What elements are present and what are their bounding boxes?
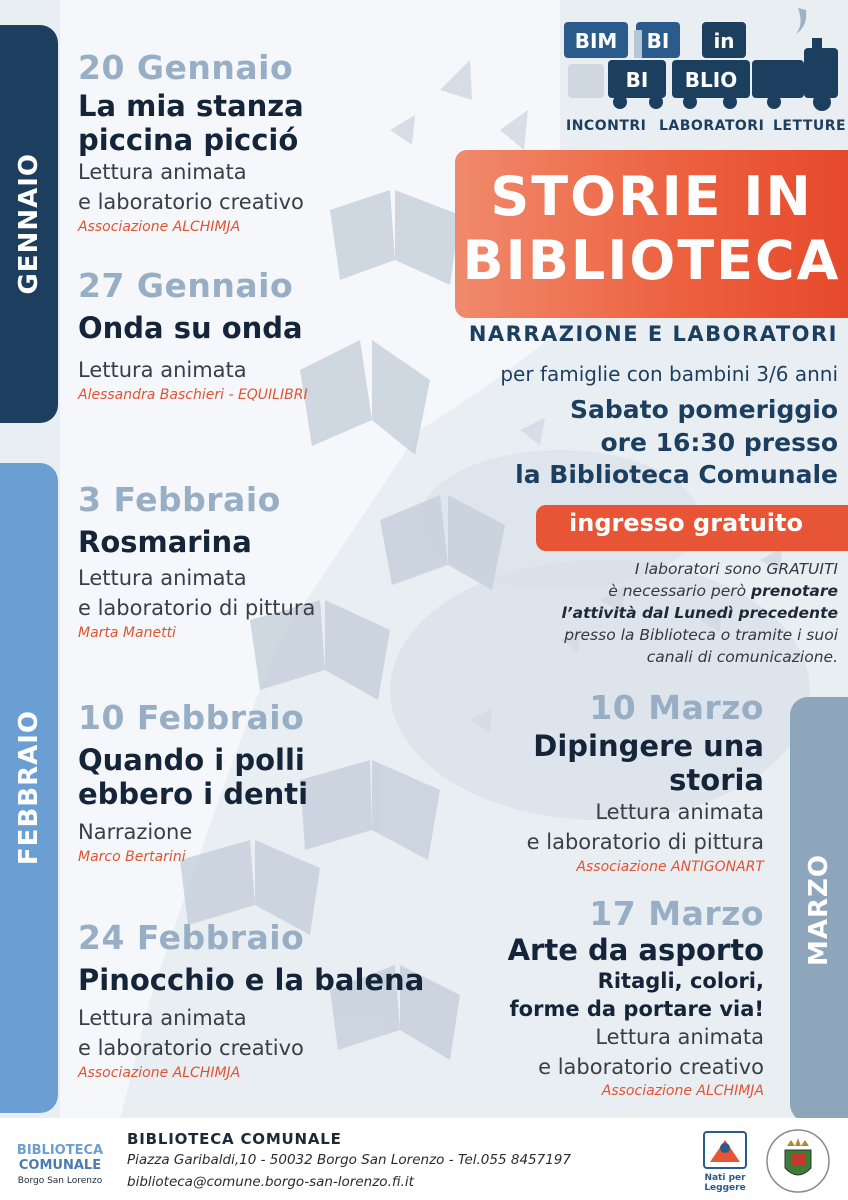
event-description: Lettura animata [78, 1006, 247, 1031]
event-tagline: Ritagli, colori, [597, 969, 764, 994]
schedule-block [515, 394, 838, 492]
event-10-febbraio [78, 700, 308, 868]
event-description: Lettura animata [595, 1024, 764, 1049]
logo-word-bi-2: BI [625, 68, 649, 92]
event-3-febbraio [78, 482, 315, 643]
event-description-line2: e laboratorio di pittura [526, 829, 764, 854]
svg-text:Nati per: Nati per [704, 1173, 746, 1183]
event-17-marzo [508, 896, 764, 1102]
municipal-crest-icon [765, 1128, 831, 1194]
event-description: Lettura animata [78, 566, 247, 591]
schedule-line-1: Sabato pomeriggio [570, 395, 838, 424]
event-date: 20 Gennaio [78, 48, 294, 87]
note-line-2-text: è necessario però [608, 582, 752, 600]
event-organizer: Marco Bertarini [78, 848, 186, 865]
event-date: 24 Febbraio [78, 918, 305, 957]
free-entry-label: ingresso gratuito [569, 509, 803, 537]
logo-text-1: BIBLIOTECA [16, 1143, 104, 1158]
event-title: Onda su onda [78, 311, 303, 346]
event-title: Quando i polli [78, 743, 305, 778]
event-organizer: Associazione ALCHIMJA [78, 218, 241, 235]
logo-word-bim: BIM [574, 29, 618, 53]
event-description-line2: e laboratorio creativo [78, 189, 304, 214]
event-24-febbraio [78, 920, 424, 1083]
event-20-gennaio [78, 50, 304, 237]
event-27-gennaio [78, 268, 308, 406]
logo-text-2: COMUNALE [18, 1158, 102, 1173]
library-email: biblioteca@comune.borgo-san-lorenzo.fi.it [127, 1174, 414, 1190]
month-label: FEBBRAIO [14, 710, 44, 866]
event-organizer: Associazione ALCHIMJA [601, 1083, 764, 1100]
event-description-line2: e laboratorio creativo [538, 1054, 764, 1079]
event-organizer: Marta Manetti [78, 624, 176, 641]
event-date: 3 Febbraio [78, 480, 281, 519]
event-description: Lettura animata [595, 800, 764, 825]
note-line-3 [478, 602, 838, 624]
biblioteca-comunale-logo [10, 1140, 110, 1186]
note-line-4: presso la Biblioteca o tramite i suoi [564, 626, 838, 644]
month-label: GENNAIO [14, 153, 44, 295]
event-date: 27 Gennaio [78, 266, 294, 305]
month-tab-marzo [790, 697, 848, 1122]
footer [0, 1118, 848, 1200]
event-organizer: Associazione ALCHIMJA [78, 1064, 241, 1081]
event-description-line2: e laboratorio creativo [78, 1036, 304, 1061]
subtitle: NARRAZIONE E LABORATORI [468, 322, 838, 346]
event-description: Lettura animata [78, 358, 247, 383]
logo-tag-letture: LETTURE [773, 118, 847, 134]
logo-word-in: in [713, 29, 735, 53]
month-tab-gennaio [0, 25, 58, 423]
note-line-5: canali di comunicazione. [646, 648, 838, 666]
logo-word-biblio: BLIO [684, 68, 738, 92]
event-title-line2: piccina picció [78, 123, 299, 158]
event-tagline-line2: forme da portare via! [509, 996, 764, 1021]
title-line-2: BIBLIOTECA [462, 228, 841, 292]
logo-tag-incontri: INCONTRI [566, 118, 647, 134]
event-10-marzo [527, 690, 764, 877]
event-organizer: Alessandra Baschieri - EQUILIBRI [78, 387, 308, 404]
event-date: 10 Febbraio [78, 698, 305, 737]
event-title-line2: ebbero i denti [78, 777, 309, 812]
event-description: Narrazione [78, 820, 193, 845]
event-date: 10 Marzo [589, 688, 764, 727]
event-title: Pinocchio e la balena [78, 963, 425, 998]
event-title: Arte da asporto [507, 933, 764, 968]
logo-tag-laboratori: LABORATORI [659, 118, 765, 134]
event-title: Dipingere una [533, 729, 764, 764]
svg-text:Leggere: Leggere [704, 1183, 746, 1192]
event-title-line2: storia [669, 763, 764, 798]
event-organizer: Associazione ANTIGONART [576, 858, 764, 875]
logo-text-3: Borgo San Lorenzo [17, 1176, 103, 1186]
audience-text: per famiglie con bambini 3/6 anni [500, 362, 838, 386]
note-line-2 [478, 580, 838, 602]
booking-note [478, 558, 838, 668]
month-label: MARZO [804, 853, 834, 966]
note-emphasis: prenotare [751, 582, 838, 600]
event-title: La mia stanza [78, 89, 304, 124]
event-title: Rosmarina [78, 525, 252, 560]
library-address: Piazza Garibaldi,10 - 50032 Borgo San Lorenzo - Tel.055 8457197 [127, 1152, 571, 1168]
event-description: Lettura animata [78, 160, 247, 185]
note-emphasis-2: l’attività dal Lunedì precedente [561, 604, 838, 622]
logo-word-bi: BI [646, 29, 670, 53]
note-line-1: I laboratori sono GRATUITI [634, 560, 838, 578]
event-date: 17 Marzo [589, 894, 764, 933]
library-name: BIBLIOTECA COMUNALE [127, 1130, 342, 1148]
event-description-line2: e laboratorio di pittura [78, 596, 316, 621]
page-title [455, 165, 848, 292]
nati-per-leggere-logo [702, 1130, 748, 1192]
schedule-line-3: la Biblioteca Comunale [515, 460, 838, 489]
schedule-line-2: ore 16:30 presso [600, 427, 838, 457]
title-line-1: STORIE IN [490, 165, 813, 228]
month-tab-febbraio [0, 463, 58, 1113]
